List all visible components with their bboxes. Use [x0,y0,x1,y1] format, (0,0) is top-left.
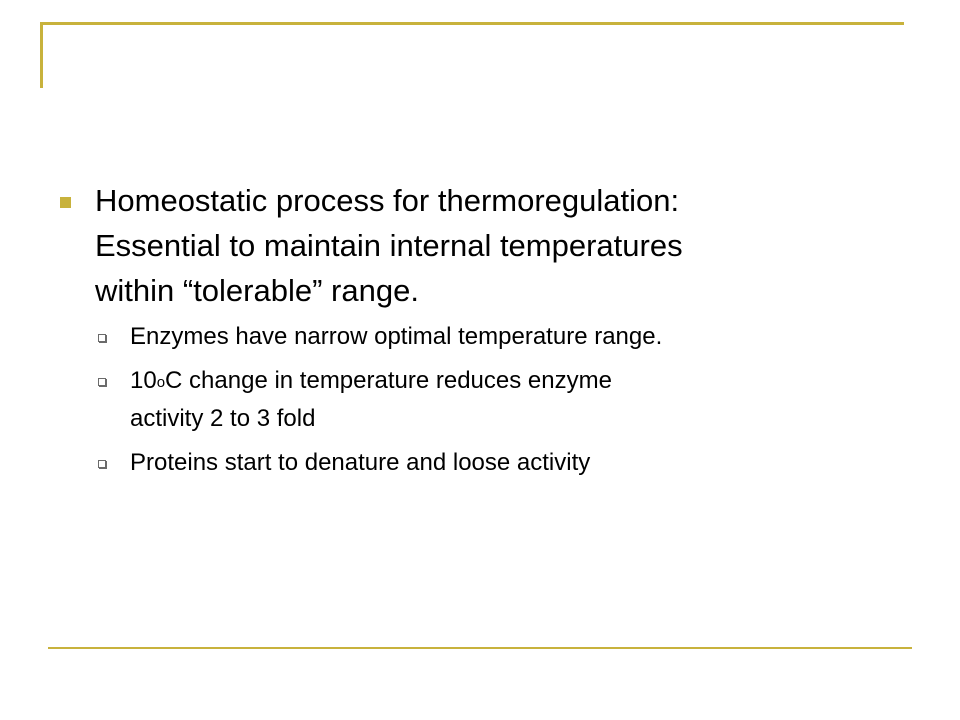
hollow-square-bullet-icon [98,334,106,342]
degree-superscript: o [156,374,166,391]
sub-bullet-text: Proteins start to denature and loose activity [130,449,591,476]
temp-value: 10 [130,367,157,394]
main-bullet-line-2: Essential to maintain internal temperatures [95,228,683,263]
square-bullet-icon [60,197,71,208]
left-rule [40,22,43,88]
sub-bullet-text: Enzymes have narrow optimal temperature range. [130,323,663,350]
sub-bullet-list [60,319,920,480]
top-rule [40,22,904,25]
sub-bullet-proteins [60,445,920,480]
sub-bullet-enzymes [60,319,920,354]
slide-body [60,178,920,489]
hollow-square-bullet-icon [98,460,106,468]
main-bullet [60,178,920,313]
main-bullet-line-1: Homeostatic process for thermoregulation: [95,183,680,218]
sub-bullet-temperature-change [60,363,920,436]
sub-bullet-text-line-2: activity 2 to 3 fold [130,405,316,432]
hollow-square-bullet-icon [98,378,106,386]
bottom-rule [48,647,912,649]
sub-bullet-text: C change in temperature reduces enzyme [165,367,612,394]
main-bullet-line-3: within “tolerable” range. [95,273,419,308]
